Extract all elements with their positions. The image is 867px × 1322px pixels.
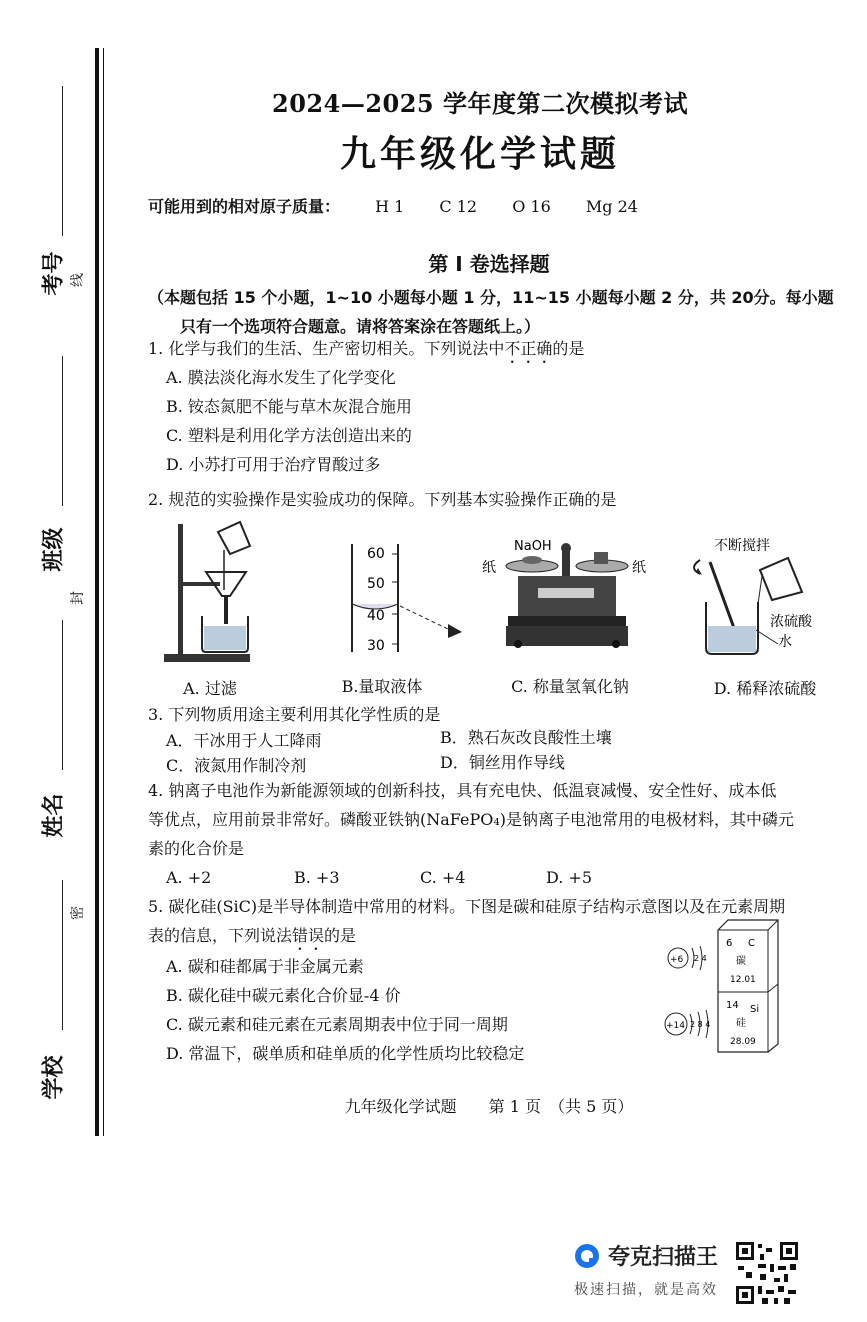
c-mass: 12.01 bbox=[730, 975, 756, 985]
tick-60: 60 bbox=[367, 546, 385, 562]
instructions-line1: （本题包括 15 个小题，1~10 小题每小题 1 分，11~15 小题每小题 2 分，共 20分。每小题 bbox=[148, 288, 834, 307]
school-line bbox=[62, 880, 63, 1030]
q4-option-c: C. +4 bbox=[420, 868, 466, 887]
seal-mark-seal: 封 bbox=[70, 591, 86, 605]
seal-mark-line: 线 bbox=[70, 273, 86, 287]
q1-option-c: C. 塑料是利用化学方法创造出来的 bbox=[166, 426, 412, 445]
filtration-figure bbox=[158, 520, 258, 666]
q4-option-a: A. +2 bbox=[166, 868, 212, 887]
question-5-stem-line2 bbox=[148, 922, 356, 954]
mass-o: O 16 bbox=[512, 197, 551, 216]
section-title: 第 Ⅰ 卷选择题 bbox=[428, 252, 550, 276]
paper-right-label: 纸 bbox=[632, 560, 646, 576]
q3-option-b: B．熟石灰改良酸性土壤 bbox=[440, 728, 612, 747]
name-line bbox=[62, 620, 63, 770]
si-name: 硅 bbox=[736, 1018, 746, 1029]
balance-figure bbox=[478, 532, 654, 662]
si-symbol: Si bbox=[750, 1004, 760, 1015]
q2-caption-b: B.量取液体 bbox=[341, 677, 423, 696]
tick-50: 50 bbox=[367, 576, 385, 592]
c-shell-label: 2 4 bbox=[694, 954, 707, 963]
si-shell-label: 2 8 4 bbox=[690, 1020, 711, 1029]
c-symbol: C bbox=[748, 938, 755, 949]
mass-h: H 1 bbox=[375, 197, 405, 216]
naoh-label: NaOH bbox=[514, 539, 552, 554]
question-3-stem: 3. 下列物质用途主要利用其化学性质的是 bbox=[148, 705, 441, 724]
c-nucleus-label: +6 bbox=[670, 955, 684, 965]
tick-30: 30 bbox=[367, 638, 385, 654]
q5-option-b: B. 碳化硅中碳元素化合价显-4 价 bbox=[166, 986, 401, 1005]
q5-option-c: C. 碳元素和硅元素在元素周期表中位于同一周期 bbox=[166, 1015, 508, 1034]
q5-stem-emph: 错误 bbox=[292, 926, 325, 945]
q1-option-b: B. 铵态氮肥不能与草木灰混合施用 bbox=[166, 397, 412, 416]
question-5-stem-line1: 5. 碳化硅(SiC)是半导体制造中常用的材料。下图是碳和硅原子结构示意图以及在元素周期 bbox=[148, 897, 786, 916]
scanner-watermark bbox=[574, 1240, 724, 1299]
q5-option-a: A. 碳和硅都属于非金属元素 bbox=[166, 957, 364, 976]
q4-option-b: B. +3 bbox=[294, 868, 340, 887]
si-number: 14 bbox=[726, 1000, 739, 1011]
si-nucleus-label: +14 bbox=[666, 1021, 685, 1031]
element-info-figure bbox=[660, 916, 780, 1054]
seal-mark-secret: 密 bbox=[70, 906, 86, 920]
paper-left-label: 纸 bbox=[482, 560, 496, 576]
question-4-stem-line1: 4. 钠离子电池作为新能源领域的创新科技，具有充电快、低温衰减慢、安全性好、成本低 bbox=[148, 781, 777, 800]
si-mass: 28.09 bbox=[730, 1037, 756, 1047]
q2-caption-c: C. 称量氢氧化钠 bbox=[511, 677, 629, 696]
scanner-slogan: 极速扫描，就是高效 bbox=[574, 1282, 718, 1298]
question-4-stem-line3: 素的化合价是 bbox=[148, 839, 245, 858]
scanner-brand: 夸克扫描王 bbox=[608, 1245, 719, 1270]
stir-label: 不断搅拌 bbox=[714, 538, 770, 554]
c-name: 碳 bbox=[736, 956, 746, 967]
question-4-stem-line2: 等优点，应用前景非常好。磷酸亚铁钠(NaFePO₄)是钠离子电池常用的电极材料，其中磷元 bbox=[148, 810, 795, 829]
masses-label: 可能用到的相对原子质量： bbox=[148, 197, 341, 216]
acid-label: 浓硫酸 bbox=[770, 614, 812, 630]
binding-line-thin bbox=[103, 48, 104, 1136]
graduated-cylinder-figure bbox=[332, 540, 472, 656]
atomic-masses bbox=[148, 194, 638, 217]
q1-option-a: A. 膜法淡化海水发生了化学变化 bbox=[166, 368, 396, 387]
class-line bbox=[62, 356, 63, 506]
water-label: 水 bbox=[778, 634, 792, 650]
question-1-stem bbox=[148, 335, 584, 367]
qr-code-icon bbox=[734, 1240, 800, 1306]
class-label: 班级 bbox=[41, 527, 67, 572]
q4-option-d: D. +5 bbox=[546, 868, 593, 887]
q1-stem-pre: 1. 化学与我们的生活、生产密切相关。下列说法中 bbox=[148, 339, 505, 358]
q5-option-d: D. 常温下，碳单质和硅单质的化学性质均比较稳定 bbox=[166, 1044, 525, 1063]
exam-number-label: 考号 bbox=[41, 251, 67, 296]
q1-stem-post: 的是 bbox=[552, 339, 585, 358]
instructions-line2: 只有一个选项符合题意。请将答案涂在答题纸上。） bbox=[180, 317, 541, 336]
q1-option-d: D. 小苏打可用于治疗胃酸过多 bbox=[166, 455, 381, 474]
question-2-stem: 2. 规范的实验操作是实验成功的保障。下列基本实验操作正确的是 bbox=[148, 490, 617, 509]
q3-option-c: C．液氮用作制冷剂 bbox=[166, 756, 307, 775]
exam-title: 九年级化学试题 bbox=[339, 133, 620, 175]
instructions bbox=[148, 283, 838, 341]
q3-option-d: D．铜丝用作导线 bbox=[440, 753, 565, 772]
q5-stem-post: 的是 bbox=[324, 926, 357, 945]
q2-caption-d: D. 稀释浓硫酸 bbox=[713, 679, 817, 698]
name-label: 姓名 bbox=[41, 793, 67, 838]
page-footer: 九年级化学试题 第 1 页 （共 5 页） bbox=[344, 1097, 634, 1116]
school-label: 学校 bbox=[41, 1055, 67, 1100]
scanner-logo-icon bbox=[574, 1243, 600, 1269]
c-number: 6 bbox=[726, 938, 733, 949]
q5-stem-pre: 表的信息，下列说法 bbox=[148, 926, 293, 945]
q1-stem-emph: 不正确 bbox=[504, 339, 553, 358]
binding-line-thick bbox=[95, 48, 99, 1136]
dilution-figure bbox=[684, 532, 834, 662]
q2-caption-a: A. 过滤 bbox=[183, 679, 237, 698]
mass-mg: Mg 24 bbox=[585, 197, 638, 216]
q3-option-a: A．干冰用于人工降雨 bbox=[166, 731, 322, 750]
tick-40: 40 bbox=[367, 608, 385, 624]
mass-c: C 12 bbox=[439, 197, 478, 216]
exam-subtitle: 2024—2025 学年度第二次模拟考试 bbox=[272, 89, 688, 118]
